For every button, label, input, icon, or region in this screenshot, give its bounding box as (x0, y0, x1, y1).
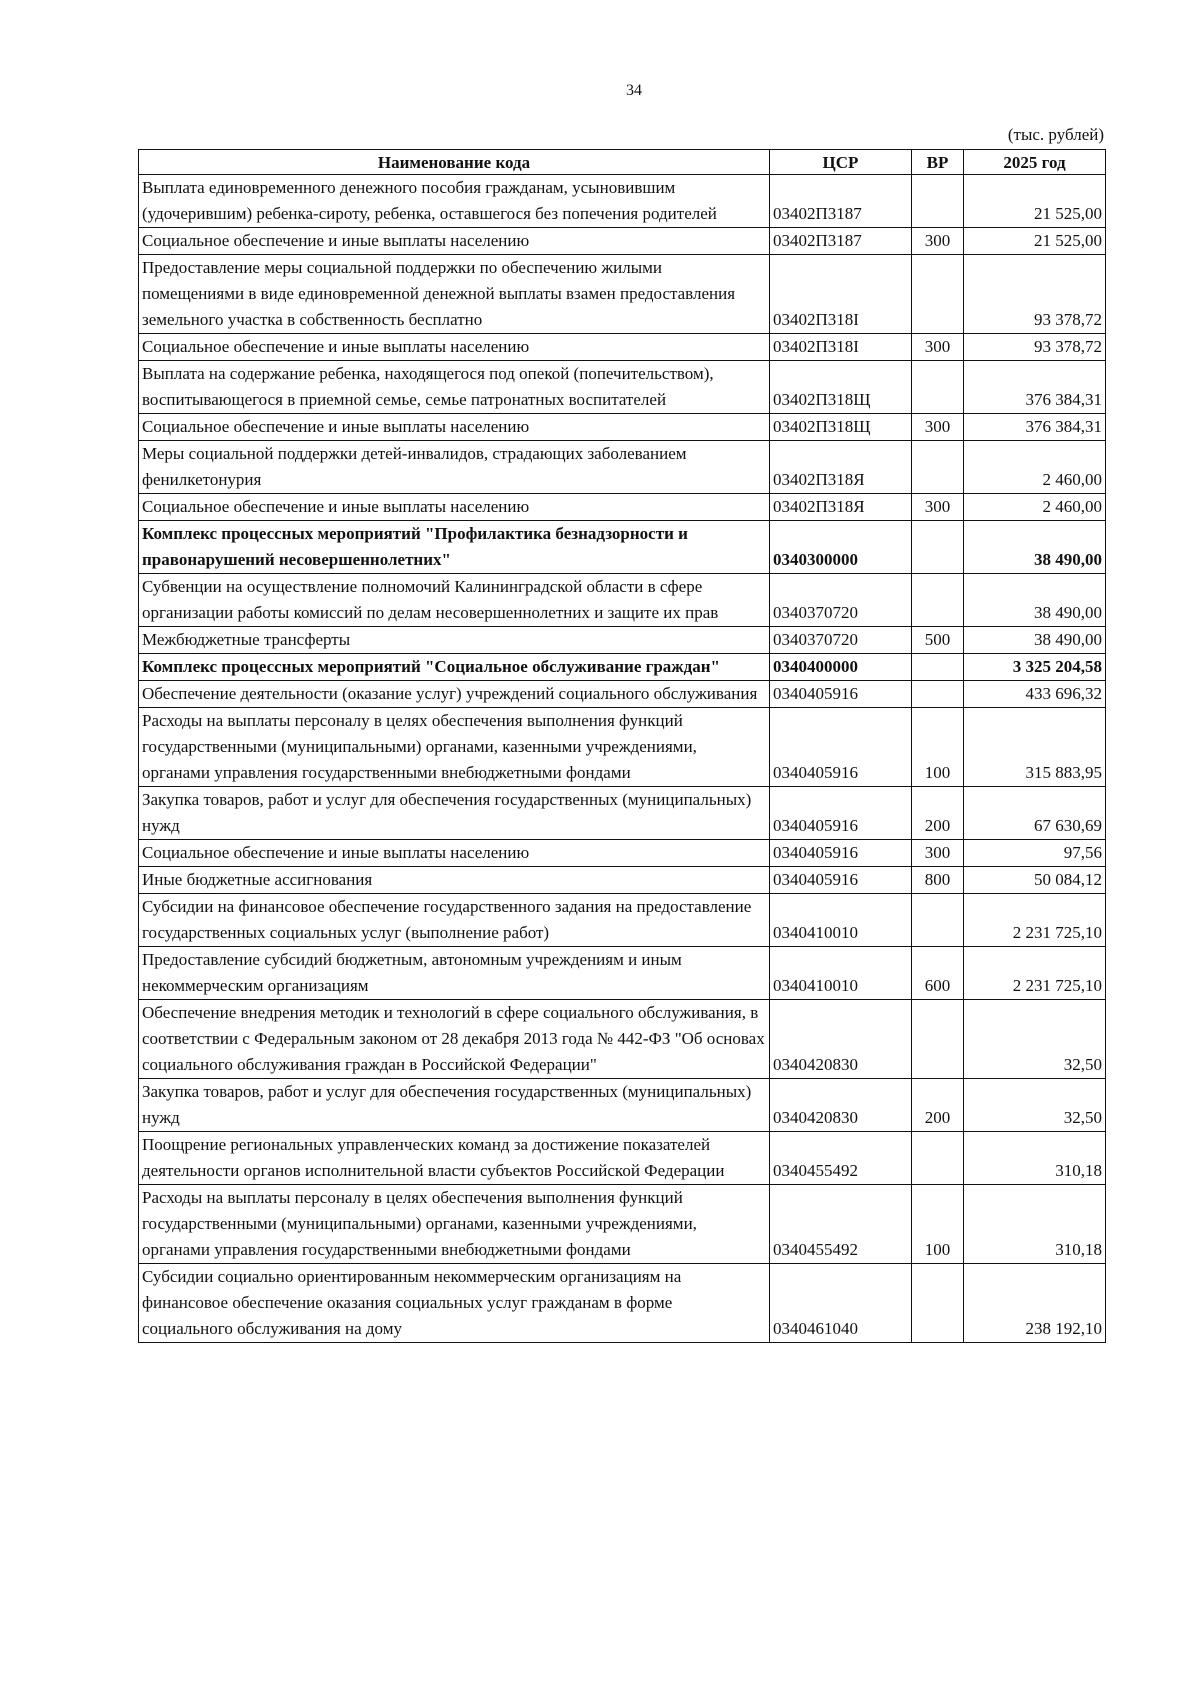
row-name: Социальное обеспечение и иные выплаты населению (139, 494, 770, 521)
row-name: Иные бюджетные ассигнования (139, 867, 770, 894)
row-amount: 32,50 (964, 1000, 1106, 1079)
row-vr: 200 (912, 787, 964, 840)
table-row (139, 1132, 1106, 1185)
table-row (139, 494, 1106, 521)
row-csr: 03402П318Я (770, 441, 912, 494)
row-vr (912, 521, 964, 574)
row-amount: 50 084,12 (964, 867, 1106, 894)
row-vr (912, 1132, 964, 1185)
row-amount: 310,18 (964, 1185, 1106, 1264)
row-csr: 0340370720 (770, 574, 912, 627)
row-amount: 93 378,72 (964, 334, 1106, 361)
row-name: Социальное обеспечение и иные выплаты населению (139, 840, 770, 867)
row-vr: 300 (912, 228, 964, 255)
row-amount: 376 384,31 (964, 361, 1106, 414)
table-row (139, 228, 1106, 255)
row-name: Социальное обеспечение и иные выплаты населению (139, 228, 770, 255)
table-row (139, 1264, 1106, 1343)
page-number: 34 (626, 82, 642, 99)
table-row (139, 867, 1106, 894)
row-vr: 300 (912, 840, 964, 867)
row-csr: 0340400000 (770, 654, 912, 681)
row-name: Субсидии на финансовое обеспечение государственного задания на предоставление государственных социальных услуг (выполнение работ) (139, 894, 770, 947)
row-amount: 21 525,00 (964, 175, 1106, 228)
row-vr (912, 441, 964, 494)
units-label: (тыс. рублей) (1007, 125, 1104, 144)
table-row (139, 708, 1106, 787)
row-amount: 3 325 204,58 (964, 654, 1106, 681)
header-name: Наименование кода (139, 150, 770, 175)
row-csr: 03402П3187 (770, 228, 912, 255)
row-vr: 100 (912, 1185, 964, 1264)
row-vr (912, 1264, 964, 1343)
row-name: Субвенции на осуществление полномочий Калининградской области в сфере организации работы комиссий по делам несовершеннолетних и защите их прав (139, 574, 770, 627)
header-csr: ЦСР (770, 150, 912, 175)
row-csr: 0340420830 (770, 1079, 912, 1132)
table-row (139, 521, 1106, 574)
row-name: Выплата на содержание ребенка, находящегося под опекой (попечительством), воспитывающегося в приемной семье, семье патронатных воспитателей (139, 361, 770, 414)
row-vr: 600 (912, 947, 964, 1000)
row-csr: 03402П318Щ (770, 361, 912, 414)
row-amount: 38 490,00 (964, 574, 1106, 627)
row-csr: 0340405916 (770, 787, 912, 840)
row-vr: 300 (912, 494, 964, 521)
row-csr: 0340420830 (770, 1000, 912, 1079)
row-csr: 0340455492 (770, 1132, 912, 1185)
row-amount: 2 460,00 (964, 494, 1106, 521)
row-name: Социальное обеспечение и иные выплаты населению (139, 334, 770, 361)
row-name: Меры социальной поддержки детей-инвалидов, страдающих заболеванием фенилкетонурия (139, 441, 770, 494)
row-csr: 03402П318I (770, 255, 912, 334)
table-row (139, 840, 1106, 867)
table-row (139, 654, 1106, 681)
row-csr: 0340370720 (770, 627, 912, 654)
row-csr: 0340405916 (770, 708, 912, 787)
row-name: Социальное обеспечение и иные выплаты населению (139, 414, 770, 441)
row-amount: 93 378,72 (964, 255, 1106, 334)
row-amount: 21 525,00 (964, 228, 1106, 255)
row-csr: 0340300000 (770, 521, 912, 574)
row-name: Расходы на выплаты персоналу в целях обеспечения выполнения функций государственными (муниципальными) органами, казенными учреждениями, органами управления государственными внебюджетными фондами (139, 1185, 770, 1264)
row-name: Предоставление меры социальной поддержки по обеспечению жилыми помещениями в виде единовременной денежной выплаты взамен предоставления земельного участка в собственность бесплатно (139, 255, 770, 334)
table-row (139, 1079, 1106, 1132)
row-amount: 2 231 725,10 (964, 894, 1106, 947)
row-csr: 0340410010 (770, 947, 912, 1000)
row-amount: 38 490,00 (964, 627, 1106, 654)
table-row (139, 361, 1106, 414)
row-vr (912, 681, 964, 708)
row-vr: 500 (912, 627, 964, 654)
row-name: Межбюджетные трансферты (139, 627, 770, 654)
row-vr: 800 (912, 867, 964, 894)
row-name: Предоставление субсидий бюджетным, автономным учреждениям и иным некоммерческим организациям (139, 947, 770, 1000)
row-name: Закупка товаров, работ и услуг для обеспечения государственных (муниципальных) нужд (139, 787, 770, 840)
row-csr: 0340405916 (770, 867, 912, 894)
row-vr (912, 574, 964, 627)
row-amount: 376 384,31 (964, 414, 1106, 441)
row-vr (912, 1000, 964, 1079)
row-amount: 315 883,95 (964, 708, 1106, 787)
row-vr (912, 654, 964, 681)
budget-table (138, 149, 1106, 1343)
table-row (139, 894, 1106, 947)
table-body (139, 175, 1106, 1343)
row-amount: 38 490,00 (964, 521, 1106, 574)
row-name: Обеспечение внедрения методик и технологий в сфере социального обслуживания, в соответствии с Федеральным законом от 28 декабря 2013 года № 442-ФЗ "Об основах социального обслуживания граждан в Российской Федерации" (139, 1000, 770, 1079)
row-name: Комплекс процессных мероприятий "Профилактика безнадзорности и правонарушений несовершеннолетних" (139, 521, 770, 574)
table-row (139, 175, 1106, 228)
table-row (139, 1185, 1106, 1264)
header-year: 2025 год (964, 150, 1106, 175)
header-vr: ВР (912, 150, 964, 175)
row-amount: 2 460,00 (964, 441, 1106, 494)
row-csr: 03402П3187 (770, 175, 912, 228)
row-amount: 97,56 (964, 840, 1106, 867)
table-row (139, 947, 1106, 1000)
table-row (139, 1000, 1106, 1079)
row-name: Выплата единовременного денежного пособия гражданам, усыновившим (удочерившим) ребенка-сироту, ребенка, оставшегося без попечения родителей (139, 175, 770, 228)
table-header-row (139, 150, 1106, 175)
row-amount: 433 696,32 (964, 681, 1106, 708)
table-row (139, 681, 1106, 708)
row-csr: 0340410010 (770, 894, 912, 947)
row-vr: 100 (912, 708, 964, 787)
row-vr (912, 894, 964, 947)
row-name: Поощрение региональных управленческих команд за достижение показателей деятельности органов исполнительной власти субъектов Российской Федерации (139, 1132, 770, 1185)
row-vr: 300 (912, 414, 964, 441)
table-row (139, 627, 1106, 654)
table-row (139, 255, 1106, 334)
row-csr: 0340405916 (770, 681, 912, 708)
row-vr: 300 (912, 334, 964, 361)
table-row (139, 334, 1106, 361)
row-csr: 0340405916 (770, 840, 912, 867)
row-vr (912, 175, 964, 228)
row-name: Расходы на выплаты персоналу в целях обеспечения выполнения функций государственными (муниципальными) органами, казенными учреждениями, органами управления государственными внебюджетными фондами (139, 708, 770, 787)
row-name: Комплекс процессных мероприятий "Социальное обслуживание граждан" (139, 654, 770, 681)
row-csr: 0340455492 (770, 1185, 912, 1264)
row-vr (912, 255, 964, 334)
row-csr: 03402П318I (770, 334, 912, 361)
row-name: Обеспечение деятельности (оказание услуг) учреждений социального обслуживания (139, 681, 770, 708)
row-name: Субсидии социально ориентированным некоммерческим организациям на финансовое обеспечение оказания социальных услуг гражданам в форме социального обслуживания на дому (139, 1264, 770, 1343)
row-amount: 32,50 (964, 1079, 1106, 1132)
row-amount: 310,18 (964, 1132, 1106, 1185)
row-amount: 67 630,69 (964, 787, 1106, 840)
table-row (139, 441, 1106, 494)
table-row (139, 574, 1106, 627)
row-name: Закупка товаров, работ и услуг для обеспечения государственных (муниципальных) нужд (139, 1079, 770, 1132)
row-csr: 0340461040 (770, 1264, 912, 1343)
row-vr (912, 361, 964, 414)
row-vr: 200 (912, 1079, 964, 1132)
row-csr: 03402П318Щ (770, 414, 912, 441)
table-row (139, 414, 1106, 441)
row-amount: 238 192,10 (964, 1264, 1106, 1343)
row-amount: 2 231 725,10 (964, 947, 1106, 1000)
row-csr: 03402П318Я (770, 494, 912, 521)
table-row (139, 787, 1106, 840)
